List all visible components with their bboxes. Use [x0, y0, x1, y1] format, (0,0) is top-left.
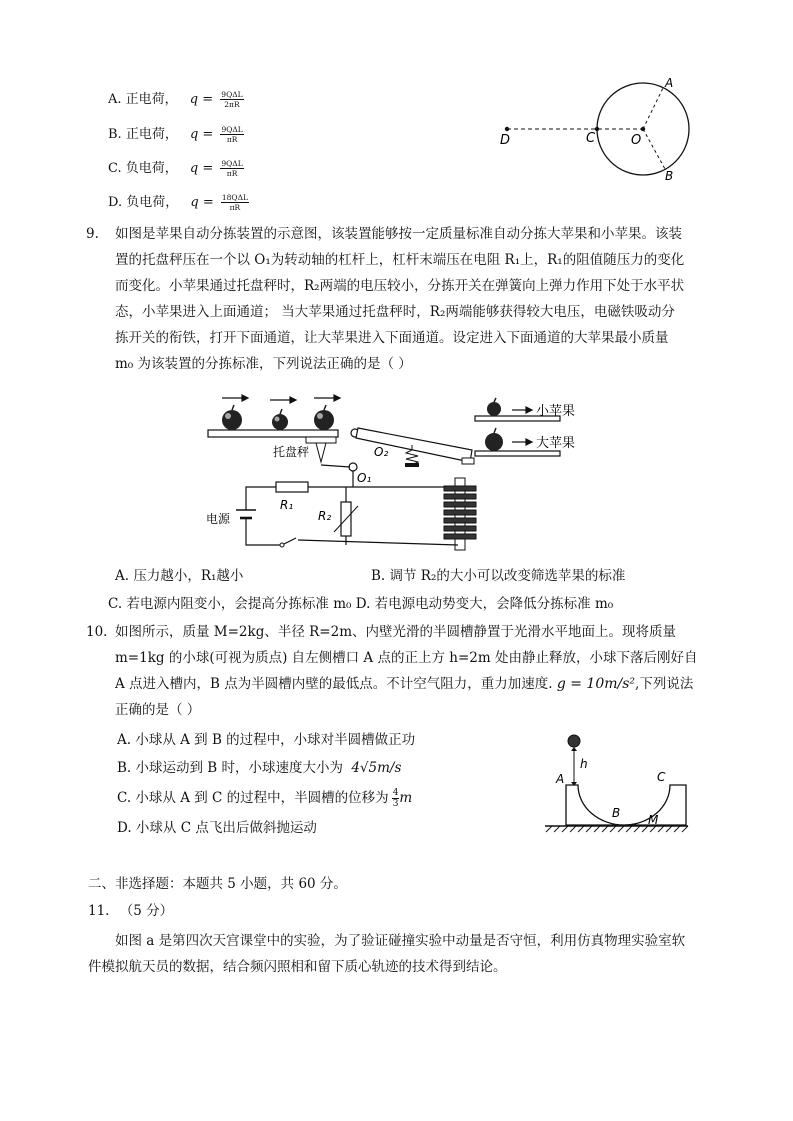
option-label: A. 正电荷，: [108, 92, 178, 107]
resistor-r1: [276, 482, 308, 492]
o1-label: O₁: [357, 471, 372, 485]
q8-circle-figure: [495, 72, 705, 187]
apple-icon: [314, 405, 334, 430]
q8-option-d: [108, 193, 249, 212]
armature: [462, 458, 474, 464]
q11-header: [88, 898, 173, 924]
label-m: M: [648, 813, 659, 827]
option-var: q =: [189, 92, 214, 107]
conveyor-plate: [208, 430, 338, 437]
o2-label: O₂: [374, 445, 389, 459]
pivot-o1: [349, 463, 357, 471]
g-expression: g = 10m/s²: [556, 676, 636, 692]
circuit-switch: [284, 538, 296, 544]
q9-stem: [115, 221, 684, 377]
apple-icon: [222, 405, 242, 430]
option-text: B. 小球运动到 B 时，小球速度大小为: [117, 760, 344, 776]
motion-arrow-icon: [222, 395, 340, 403]
q11-line: 如图 a 是第四次天宫课堂中的实验，为了验证碰撞实验中动量是否守恒，利用仿真物理实验室软: [115, 933, 686, 949]
ground-hatch: [546, 826, 688, 832]
fraction-numerator: 9QΔL: [221, 159, 243, 168]
g-tail: ,下列说法: [635, 676, 694, 692]
q9-option-cd: C. 若电源内阻变小，会提高分拣标准 m₀ D. 若电源电动势变大，会降低分拣标准 m₀: [108, 596, 614, 612]
trough: [566, 785, 686, 825]
option-unit: m: [399, 790, 413, 806]
radius-ob: [643, 129, 665, 169]
label-d: D: [500, 133, 511, 148]
q11-stem: [88, 928, 685, 980]
spring-base: [405, 463, 419, 467]
q9-option-a: A. 压力越小，R₁越小: [115, 568, 244, 584]
option-fraction: [220, 90, 243, 109]
half-bowl-figure: [540, 728, 690, 833]
fraction-denominator: πR: [226, 135, 238, 144]
label-b: B: [612, 806, 621, 820]
q9-line: m₀ 为该装置的分拣标准，下列说法正确的是（ ）: [115, 356, 412, 372]
arrow-up-icon: [571, 747, 577, 751]
h-label: h: [580, 757, 588, 771]
apple-icon: [485, 428, 503, 451]
q11-line: 件模拟航天员的数据，结合频闪照相和留下质心轨迹的技术得到结论。: [88, 959, 507, 975]
apple-icon: [487, 398, 501, 416]
label-b: B: [665, 169, 674, 183]
apple-icon: [272, 409, 288, 430]
q10-option-c: [117, 785, 412, 811]
point-d: [505, 127, 509, 131]
option-var: q =: [189, 127, 214, 142]
r2-label: R₂: [318, 509, 332, 523]
tray-plate: [306, 437, 336, 443]
q10-line: 如图所示，质量 M=2kg、半径 R=2m、内壁光滑的半圆槽静置于光滑水平地面上。现将质量: [115, 624, 676, 640]
q9-number: 9.: [86, 226, 99, 242]
fraction-numerator: 4: [392, 788, 399, 798]
q8-option-b: [108, 125, 244, 144]
power-label: 电源: [206, 512, 231, 526]
fraction-numerator: 9QΔL: [221, 125, 243, 134]
q9-line: 置的托盘秤压在一个以 O₁为转动轴的杠杆上，杠杆末端压在电阻 R₁上，R₁的阻值随压力的变化: [115, 252, 685, 268]
q10-line: 正确的是（ ）: [115, 702, 201, 718]
lever: [321, 465, 350, 467]
q10-option-d: D. 小球从 C 点飞出后做斜抛运动: [117, 820, 317, 836]
lower-channel: [475, 451, 560, 456]
option-fraction: [220, 159, 243, 178]
fraction-numerator: 9QΔL: [221, 90, 243, 99]
fraction-numerator: 18QΔL: [221, 193, 248, 202]
q10-number: 10.: [86, 624, 108, 640]
q10-line: [115, 671, 697, 697]
option-label: B. 正电荷，: [108, 127, 178, 142]
ball: [568, 735, 580, 747]
option-var: q =: [189, 161, 214, 176]
q9-option-b: B. 调节 R₂的大小可以改变筛选苹果的标准: [371, 568, 626, 584]
q9-line: 态，小苹果进入上面通道； 当大苹果通过托盘秤时，R₂两端能够获得较大电压，电磁铁吸动分: [115, 304, 675, 320]
label-o: O: [631, 133, 642, 148]
label-c: C: [657, 770, 666, 784]
q10-line: m=1kg 的小球(可视为质点) 自左侧槽口 A 点的正上方 h=2m 处由静止释放，小球下落后刚好自: [115, 650, 698, 666]
q10-option-a: A. 小球从 A 到 B 的过程中，小球对半圆槽做正功: [117, 732, 416, 748]
option-label: C. 负电荷，: [108, 161, 178, 176]
apple-sorter-figure: [200, 390, 630, 560]
motion-arrow-icon: [512, 407, 532, 445]
q8-option-a: [108, 90, 244, 109]
scale-label: 托盘秤: [273, 445, 310, 459]
option-label: D. 负电荷，: [108, 195, 179, 210]
tray-stem: [316, 443, 326, 462]
magnet-coil: [444, 486, 476, 539]
radius-oa: [643, 88, 663, 129]
option-math: 4√5m/s: [351, 760, 402, 776]
option-fraction: [220, 125, 243, 144]
small-apple-label: 小苹果: [536, 404, 576, 419]
fraction-denominator: 2πR: [224, 100, 240, 109]
label-c: C: [586, 131, 596, 146]
q10-line-text: A 点进入槽内，B 点为半圆槽内壁的最低点。不计空气阻力，重力加速度.: [115, 676, 553, 692]
r1-label: R₁: [280, 498, 294, 512]
q10-option-b: [117, 755, 401, 781]
option-var: q =: [190, 195, 214, 210]
q8-option-c: [108, 159, 244, 178]
option-text: C. 小球从 A 到 C 的过程中，半圆槽的位移为: [117, 790, 389, 806]
switch-terminal: [280, 543, 284, 547]
option-fraction: [221, 193, 249, 212]
fraction-denominator: πR: [229, 203, 241, 212]
q10-stem: [115, 619, 697, 723]
q11-number: 11.: [88, 903, 110, 919]
label-a: A: [556, 772, 565, 786]
big-apple-label: 大苹果: [536, 436, 576, 451]
q9-line: 拣开关的衔铁，打开下面通道，让大苹果进入下面通道。设定进入下面通道的大苹果最小质量: [115, 330, 669, 346]
fraction-denominator: πR: [226, 169, 238, 178]
q9-line: 而变化。小苹果通过托盘秤时，R₂两端的电压较小，分拣开关在弹簧向上弹力作用下处于水平状: [115, 278, 685, 294]
point-o: [641, 127, 645, 131]
section-heading: 二、非选择题：本题共 5 小题，共 60 分。: [88, 876, 347, 892]
q9-line: 如图是苹果自动分拣装置的示意图，该装置能够按一定质量标准自动分拣大苹果和小苹果。该装: [115, 226, 682, 242]
label-a: A: [665, 76, 674, 90]
q11-score: （5 分）: [119, 903, 174, 919]
point-c: [595, 127, 599, 131]
fraction-denominator: 3: [392, 799, 399, 809]
